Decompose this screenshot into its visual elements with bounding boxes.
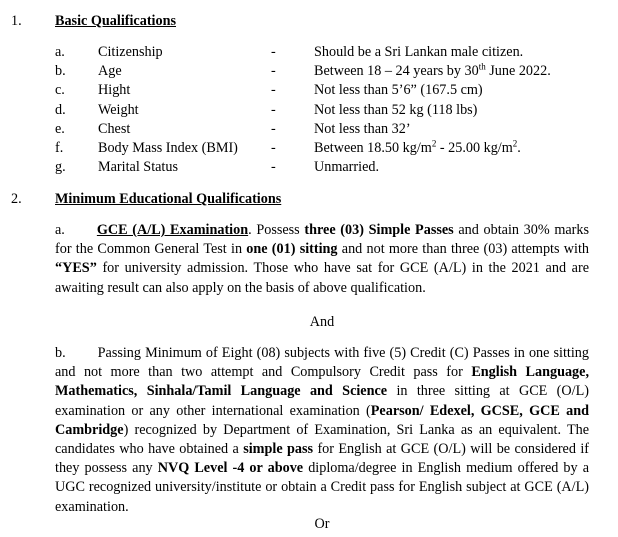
item-dash: - — [271, 102, 276, 118]
item-dash: - — [271, 121, 276, 137]
item-letter: b. — [55, 63, 66, 79]
item-label: Body Mass Index (BMI) — [98, 140, 238, 156]
section-heading-educational: Minimum Educational Qualifications — [55, 191, 282, 207]
paragraph-gce-ol: b. Passing Minimum of Eight (08) subjects with five (5) Credit (C) Passes in one sitting and not more than two attempt and Compulsory Credit pass for English Language, Mathematics, Sinhala/Tamil Language and Science in three sitting at GCE (O/L) examination or any other international examination (Pearson/ Edexel, GCSE, GCE and Cambridge) recognized by Department of Examination, Sri Lanka as an equivalent. The candidates who have obtained a simple pass for English at GCE (O/L) will be considered if they possess any NVQ Level -4 or above diploma/degree in English medium offered by a UGC recognized university/institute or obtain a Credit pass for English subject at GCE (A/L) examination. — [55, 345, 589, 515]
connector-or: Or — [314, 516, 330, 532]
item-label: Citizenship — [98, 44, 163, 60]
item-letter: g. — [55, 159, 66, 175]
item-letter: c. — [55, 82, 65, 98]
item-label: Hight — [98, 82, 131, 98]
item-dash: - — [271, 63, 276, 79]
paragraph-gce-al: a. GCE (A/L) Examination. Possess three (03) Simple Passes and obtain 30% marks for the Common General Test in one (01) sitting and not more than three (03) attempts with “YES” for university admission. Those who have sat for GCE (A/L) in the 2021 and are awaiting result can also apply on the basis of above qualification. — [55, 222, 590, 296]
item-dash: - — [271, 159, 276, 175]
item-value: Between 18.50 $kg/m^2 - 25.00$ $kg/m^2$. — [314, 138, 521, 156]
item-label: Weight — [98, 102, 139, 118]
section-heading-basic: Basic Qualifications — [55, 13, 176, 29]
item-label: Chest — [98, 121, 131, 137]
item-letter: e. — [55, 121, 65, 137]
connector-and: And — [309, 314, 335, 330]
item-value: Between 18 – 24 years by 30th June 2022. — [314, 61, 551, 79]
paragraph-letter: a. — [55, 222, 65, 238]
item-value: Not less than 52 kg (118 lbs) — [314, 102, 478, 118]
item-value: Not less than 32’ — [314, 121, 411, 137]
item-value: Not less than 5’6” (167.5 cm) — [314, 82, 483, 98]
paragraph-letter: b. — [55, 345, 66, 361]
item-label: Age — [98, 63, 122, 79]
section-number: 2. — [11, 191, 22, 207]
item-label: Marital Status — [98, 159, 178, 175]
item-dash: - — [271, 140, 276, 156]
item-value: Unmarried. — [314, 159, 380, 175]
section-number: 1. — [11, 13, 22, 29]
item-letter: a. — [55, 44, 65, 60]
item-dash: - — [271, 82, 276, 98]
item-letter: d. — [55, 102, 66, 118]
item-letter: f. — [55, 140, 64, 156]
item-value: Should be a Sri Lankan male citizen. — [314, 44, 524, 60]
item-dash: - — [271, 44, 276, 60]
